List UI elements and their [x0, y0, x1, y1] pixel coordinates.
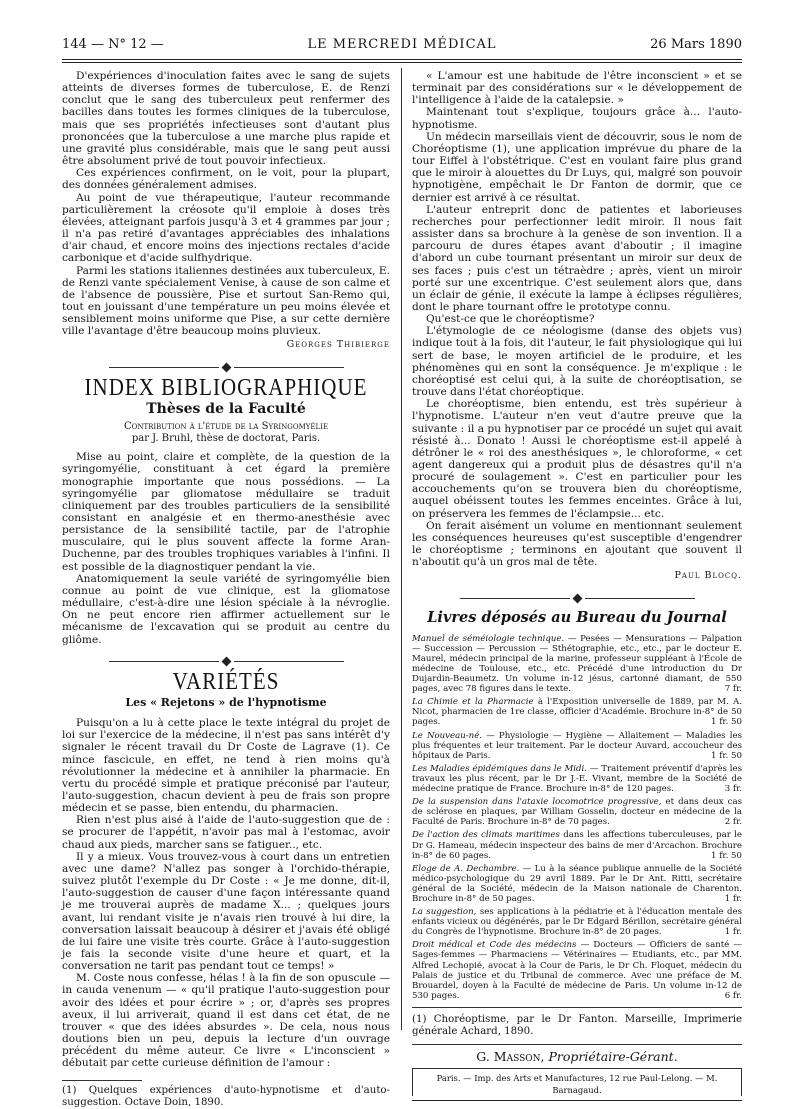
paragraph: « L'amour est une habitude de l'être inconscient » et se terminait par des considérations sur « le développement de l'intelligence à l'aide de la catalepsie. »	[412, 70, 742, 107]
publisher-title: Propriétaire-Gérant.	[548, 1048, 678, 1064]
paragraph: Maintenant tout s'explique, toujours grâce à... l'auto-hypnotisme.	[412, 106, 742, 131]
list-item: Manuel de séméiologie technique. — Pesées — Mensurations — Palpation — Succession — Percussion — Sthétographie, etc., etc., par le docteur E. Maurel, médecin principal de la marine, professeur suppléant à l'École de médecine de Toulouse, etc., etc. Précédé d'une introduction du Dr Dujardin-Beaumetz. Un volume in-12 jésus, cartonné diamant, de 550 pages, avec 78 figures dans le texte. 7 fr.	[412, 633, 743, 695]
paragraph: On ferait aisément un volume en mentionnant seulement les conséquences heureuses qu'est susceptible d'engendrer le choréoptisme ; terminons en ajoutant que souvent il n'aboutit qu'à un gros mal de tête.	[412, 519, 742, 569]
footnote: (1) Choréoptisme, par le Dr Fanton. Marseille, Imprimerie générale Achard, 1890.	[412, 1013, 742, 1037]
header-rule-thin	[62, 62, 742, 63]
list-item: La Chimie et la Pharmacie à l'Exposition universelle de 1889, par M. A. Nicot, pharmacien de 1re classe, officier d'Académie. Brochure in-8° de 50 pages. 1 fr. 50	[412, 697, 743, 728]
column-divider	[401, 68, 402, 1030]
section-title-varietes: VARIÉTÉS	[172, 666, 280, 695]
list-item: Droit médical et Code des médecins — Docteurs — Officiers de santé — Sages-femmes — Pharmaciens — Vétérinaires — Etudiants, etc., par MM. Alfred Lechopié, avocat à la Cour de Paris, le Dr Ch. Floquet, médecin du Palais de justice et du Tribunal de commerce. Avec une préface de M. Brouardel, doyen à la Faculté de médecine de Paris. Un volume in-12 de 530 pages. 6 fr.	[412, 940, 743, 1001]
paragraph: Rien n'est plus aisé à l'aide de l'auto-suggestion que de : se procurer de l'appétit, n'avoir pas mal à l'estomac, avoir chaud aux pieds, marcher sans se fatiguer.., etc.	[62, 814, 390, 851]
paragraph: M. Coste nous confesse, hélas ! à la fin de son opuscule — in cauda venenum — « qu'il pratique l'auto-suggestion pour avoir des idées et pour écrire » ; or, d'après ses propres aveux, il lui arriverait, quand il est dans cet état, de ne trouver « que des idées absurdes ». De cela, nous nous doutions bien un peu, depuis la lecture d'un ouvrage précédent du même auteur. Ce livre « L'inconscient » débutait par cette curieuse définition de l'amour :	[62, 972, 390, 1070]
book-list	[412, 634, 742, 1001]
paragraph: Le choréoptisme, bien entendu, est très supérieur à l'hypnotisme. L'auteur n'en veut d'autre preuve que la suivante : il a pu hypnotiser par ce procédé un sujet qui avait résisté à... Donato ! Aussi le choréoptisme est-il appelé à détrôner le « roi des anesthésiques », le chloroforme, « cet agent dangereux qui a produit plus de désastres qu'il n'a procuré de soulagement ». C'est en particulier pour les accouchements qu'on se trouvera bien du choréoptisme, auquel obéissent toutes les femmes enceintes. Grâce à lui, on préservera les femmes de l'éclampsie... etc.	[412, 398, 742, 520]
list-item: De la suspension dans l'ataxie locomotrice progressive, et dans deux cas de sclérose en plaques, par William Gosselin, docteur en médecine de la Faculté de Paris. Brochure in-8° de 70 pages. 2 fr.	[412, 797, 742, 828]
right-column	[412, 70, 742, 1101]
thesis-author: par J. Bruhl, thèse de doctorat, Paris.	[131, 433, 321, 445]
bottom-rule	[412, 1100, 742, 1101]
list-item: De l'action des climats maritimes dans les affections tuberculeuses, par le Dr G. Hameau, médecin inspecteur des bains de mer d'Arcachon. Brochure in-8° de 60 pages. 1 fr. 50	[412, 830, 743, 861]
ornament-divider	[62, 364, 390, 371]
list-item: Eloge de A. Dechambre. — Lu à la séance publique annuelle de la Société médico-psychologique du 29 avril 1889. Par le Dr Ant. Ritti, secrétaire général de la Société, médecin de la Maison nationale de Charenton. Brochure in-8° de 50 pages. 1 fr.	[412, 863, 743, 904]
divider	[412, 1007, 742, 1008]
paragraph: Ces expériences confirment, on le voit, pour la plupart, des données généralement admises.	[62, 167, 390, 192]
paragraph: Puisqu'on a lu à cette place le texte intégral du projet de loi sur l'exercice de la médecine, il n'est pas sans intérêt d'y signaler le récent travail du Dr Coste de Lagrave (1). Ce mince fascicule, en effet, ne tend à rien moins qu'à révolutionner la médecine et à annihiler la pharmacie. En vertu du procédé simple et pratique préconisé par l'auteur, l'auto-suggestion, chacun devient à peu de frais son propre médecin et se passe, bien entendu, du pharmacien.	[62, 717, 390, 815]
ornament-divider	[62, 658, 390, 665]
paragraph: D'expériences d'inoculation faites avec le sang de sujets atteints de diverses formes de tuberculose, E. de Renzi conclut que le sang des tuberculeux peut renfermer des bacilles dans toutes les formes cliniques de la tuberculose, mais que ses propriétés infectieuses sont d'autant plus prononcées que la tuberculose a une marche plus rapide et une gravité plus considérable, mais que le sang peut aussi être absolument privé de tout pouvoir infectieux.	[62, 70, 390, 168]
diamond-ornament-icon	[572, 593, 582, 603]
section-title-livres: Livres déposés au Bureau du Journal	[427, 608, 727, 626]
journal-title: LE MERCREDI MÉDICAL	[307, 37, 497, 52]
list-item: Le Nouveau-né. — Physiologie — Hygiène — Allaitement — Maladies les plus fréquentes et leur traitement. Par le docteur Auvard, accoucheur des hôpitaux de Paris. 1 fr. 50	[412, 730, 742, 761]
divider	[412, 1044, 742, 1045]
paragraph: Qu'est-ce que le choréoptisme?	[426, 313, 595, 326]
paragraph: Il y a mieux. Vous trouvez-vous à court dans un entretien avec une dame? N'allez pas songer à l'orchido-thérapie, suivez plutôt l'exemple du Dr Coste : « Je me donne, dit-il, l'auto-suggestion de causer d'une façon intéressante quand je me trouverai auprès de madame X... ; quelques jours avant, lui rendant visite je n'avais rien trouvé à lui dire, la conversation laissait beaucoup à désirer et j'avais été obligé de lui faire une visite très courte. Grâce à l'auto-suggestion je fais la seconde visite d'une heure et quart, et la conversation ne tarit pas pendant tout ce temps! »	[62, 850, 390, 973]
article-title-rejetons: Les « Rejetons » de l'hypnotisme	[125, 695, 327, 709]
diamond-ornament-icon	[221, 362, 231, 372]
publisher-line	[412, 1048, 742, 1064]
paragraph: Au point de vue thérapeutique, l'auteur recommande particulièrement la créosote qu'il emploie à doses très élevées, atteignant parfois jusqu'à 3 et 4 grammes par jour ; il n'a pas retiré d'avantages appréciables des inhalations d'air chaud, et encore moins des injections rectales d'acide carbonique et d'acide sulfhydrique.	[62, 191, 390, 265]
header-rule	[62, 59, 742, 60]
subsection-title-theses: Thèses de la Faculté	[146, 400, 306, 417]
paragraph: Anatomiquement la seule variété de syringomyélie bien connue au point de vue clinique, est la gliomatose médullaire, c'est-à-dire une lésion spéciale à la névroglie. On ne peut encore rien affirmer actuellement sur le mécanisme de l'excavation qui se produit au centre du gliôme.	[62, 572, 390, 646]
list-item: Les Maladies épidémiques dans le Midi. — Traitement préventif d'après les travaux les plus récent, par le Dr J.-E. Vivant, membre de la Société de médecine pratique de France. Brochure in-8° de 120 pages. 3 fr.	[412, 763, 743, 795]
list-item: La suggestion, ses applications à la pédiatrie et à l'éducation mentale des enfants vicieux ou dégénérés, par le Dr Edgard Bérillon, secrétaire général du Congrès de l'hypnotisme. Brochure in-8° de 20 pages. 1 fr.	[412, 907, 742, 938]
paragraph: Mise au point, claire et complète, de la question de la syringomyélie, constituant à cet égard la première monographie importante que nous possédions. — La syringomyélie par gliomatose médullaire se traduit cliniquement par des troubles particuliers de la sensibilité consistant en analgésie et en thermo-anesthésie avec persistance de la sensibilité tactile, par de l'atrophie musculaire, qui le plus souvent affecte la forme Aran-Duchenne, par des troubles trophiques variables à l'infini. Il est possible de la diagnostiquer pendant la vie.	[62, 451, 390, 573]
paragraph: Un médecin marseillais vient de découvrir, sous le nom de Choréoptisme (1), une application imprévue du phare de la tour Eiffel à l'obstétrique. C'est en voulant faire plus grand que le miroir à alouettes du Dr Luys, qui, malgré son pouvoir hypnotigène, empêchait le Dr Fanton de dormir, que ce dernier est arrivé à ce résultat.	[412, 130, 742, 204]
paragraph: L'auteur entreprit donc de patientes et laborieuses recherches pour perfectionner ledit miroir. Il nous fait assister dans sa brochure à la genèse de son invention. Il a parcouru de dures étapes avant d'aboutir ; il imagine d'abord un cube tournant présentant un miroir sur deux de ses faces ; puis c'est un tétraèdre ; après, vient un miroir porté sur une excentrique. C'est seulement alors que, dans un éclair de génie, il exécute la lampe à éclipses régulières, dont le phare tournant offre le prototype connu.	[412, 203, 742, 313]
ornament-divider	[412, 595, 742, 602]
diamond-ornament-icon	[221, 656, 231, 666]
signature: Paul Blocq.	[674, 570, 742, 582]
page-header	[62, 37, 742, 57]
intro-section	[62, 70, 390, 352]
paragraph: L'étymologie de ce néologisme (danse des objets vus) indique tout à la fois, dit l'auteur, le fait physiologique qui lui sert de base, le moyen artificiel de le produire, et les phénomènes qui en sont la conséquence. Je m'explique : le choréoptisé est celui qui, à la suite de choréoptisation, se trouve dans l'état choréoptique.	[412, 325, 742, 399]
thesis-heading: Contribution à l'étude de la Syringomyélie	[123, 420, 329, 432]
footnote: (1) Quelques expériences d'auto-hypnotisme et d'auto-suggestion. Octave Doin, 1890.	[62, 1084, 390, 1108]
signature: Georges Thibierge	[286, 339, 390, 351]
left-column	[62, 70, 390, 1109]
publisher-name: G. Masson,	[476, 1048, 545, 1064]
paragraph: Parmi les stations italiennes destinées aux tuberculeux, E. de Renzi vante spécialement Venise, à cause de son calme et de l'absence de poussière, Pise et surtout San-Remo qui, tout en jouissant d'une température un peu moins élevée et sensiblement moins uniforme que Pise, a sur cette dernière ville l'avantage d'être beaucoup moins pluvieux.	[62, 264, 390, 338]
page-number: 144 — N° 12 —	[62, 37, 164, 52]
section-title-index: INDEX BIBLIOGRAPHIQUE	[84, 372, 368, 401]
issue-date: 26 Mars 1890	[650, 37, 742, 52]
imprint: Paris. — Imp. des Arts et Manufactures, 12 rue Paul-Lelong. — M. Barnagaud.	[412, 1068, 742, 1096]
